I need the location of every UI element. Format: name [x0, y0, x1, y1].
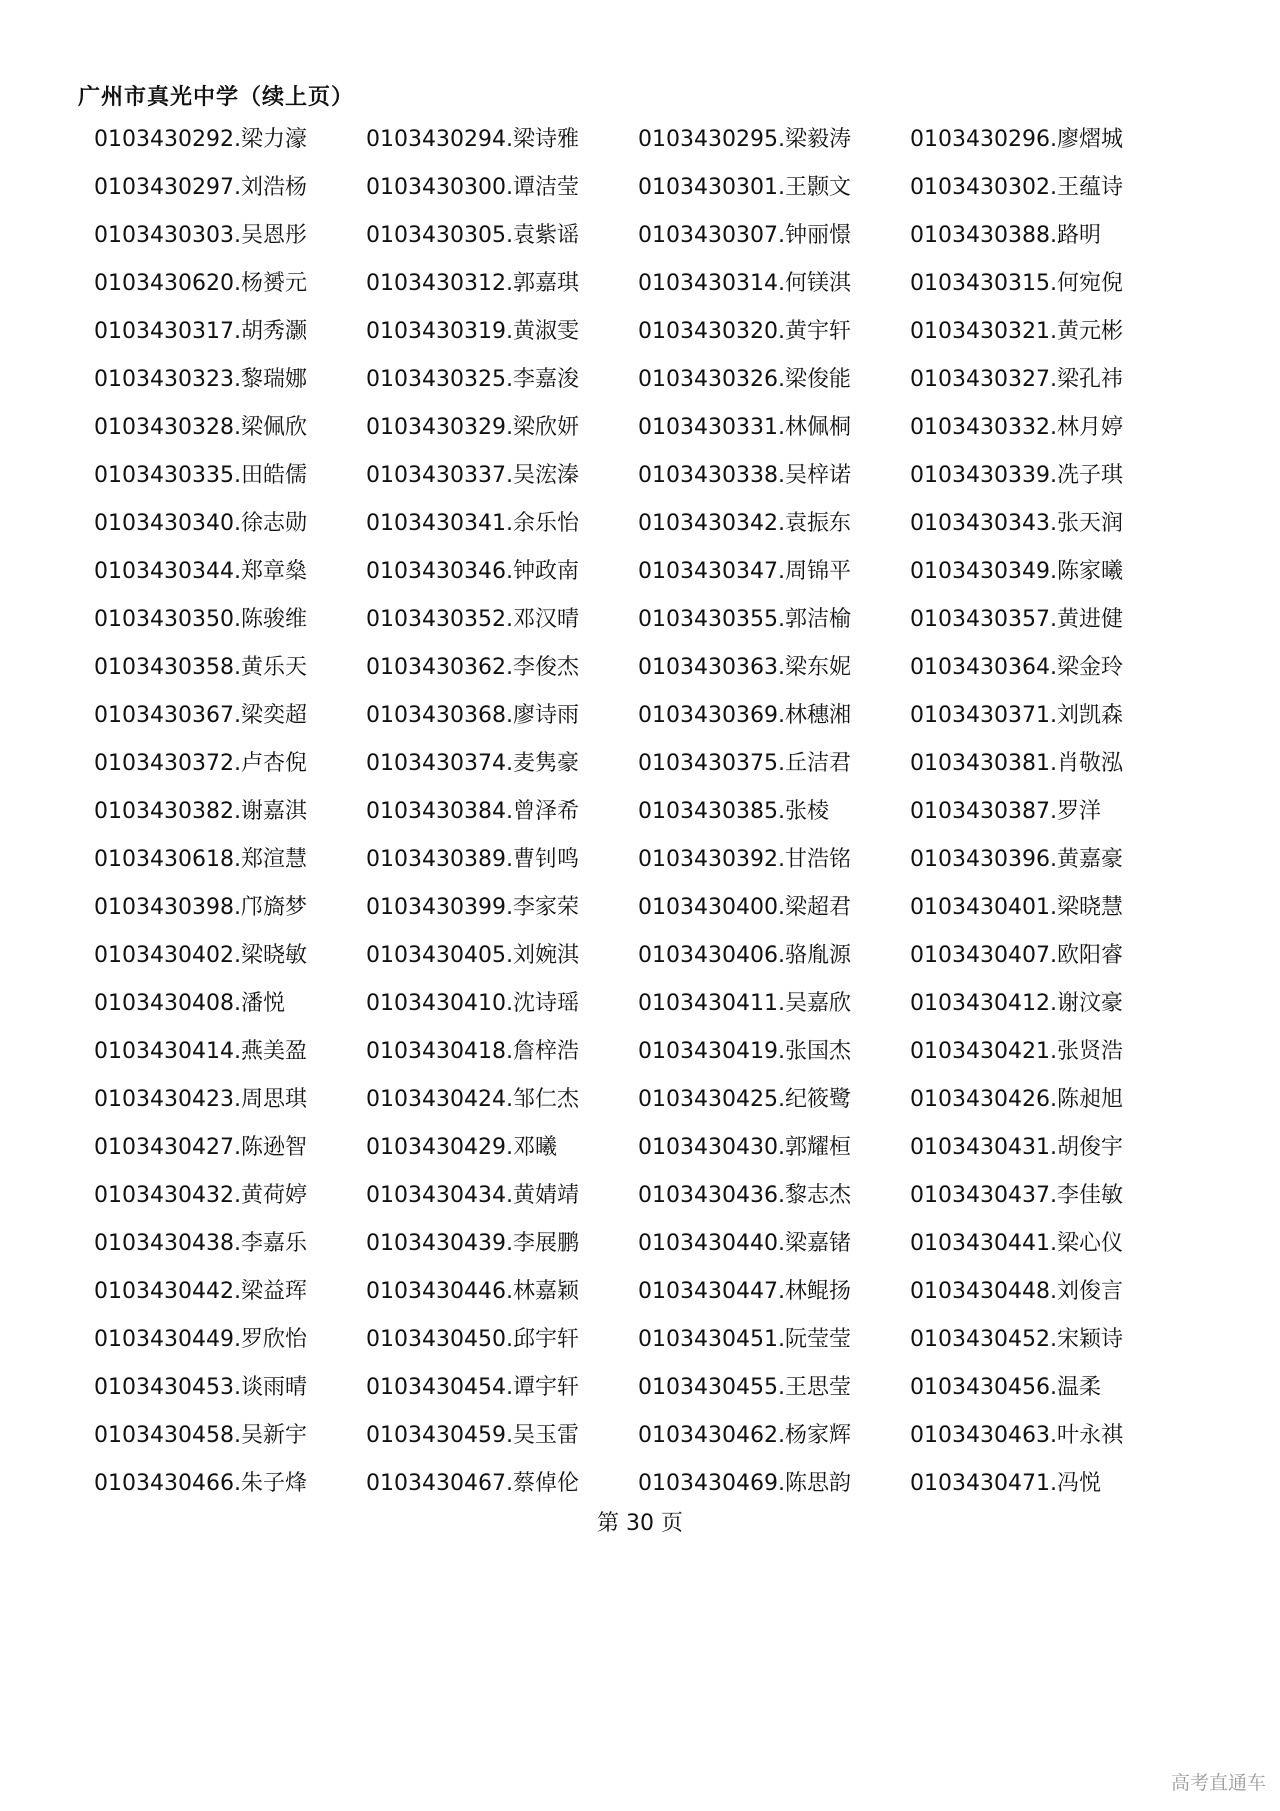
roster-entry: 0103430367.梁奕超: [94, 703, 307, 728]
roster-entry: 0103430319.黄淑雯: [366, 319, 579, 344]
roster-entry: 0103430440.梁嘉锗: [638, 1231, 851, 1256]
roster-entry: 0103430414.燕美盈: [94, 1039, 307, 1064]
roster-entry: 0103430346.钟政南: [366, 559, 579, 584]
roster-entry: 0103430439.李展鹏: [366, 1231, 579, 1256]
roster-entry: 0103430401.梁晓慧: [910, 895, 1123, 920]
roster-entry: 0103430462.杨家辉: [638, 1423, 851, 1448]
roster-entry: 0103430323.黎瑞娜: [94, 367, 307, 392]
roster-entry: 0103430392.甘浩铭: [638, 847, 851, 872]
roster-entry: 0103430423.周思琪: [94, 1087, 307, 1112]
roster-entry: 0103430317.胡秀灏: [94, 319, 307, 344]
roster-entry: 0103430424.邹仁杰: [366, 1087, 579, 1112]
roster-entry: 0103430339.冼子琪: [910, 463, 1123, 488]
roster-entry: 0103430410.沈诗瑶: [366, 991, 579, 1016]
roster-entry: 0103430375.丘洁君: [638, 751, 851, 776]
roster-entry: 0103430408.潘悦: [94, 991, 285, 1016]
page-title: 广州市真光中学（续上页）: [78, 85, 355, 110]
roster-entry: 0103430448.刘俊言: [910, 1279, 1123, 1304]
roster-entry: 0103430437.李佳敏: [910, 1183, 1123, 1208]
roster-entry: 0103430350.陈骏维: [94, 607, 307, 632]
roster-entry: 0103430331.林佩桐: [638, 415, 851, 440]
roster-entry: 0103430362.李俊杰: [366, 655, 579, 680]
roster-entry: 0103430467.蔡倬伦: [366, 1471, 579, 1496]
roster-entry: 0103430302.王蕴诗: [910, 175, 1123, 200]
roster-entry: 0103430399.李家荣: [366, 895, 579, 920]
roster-entry: 0103430396.黄嘉豪: [910, 847, 1123, 872]
roster-entry: 0103430620.杨赟元: [94, 271, 307, 296]
roster-entry: 0103430297.刘浩杨: [94, 175, 307, 200]
roster-entry: 0103430305.袁紫谣: [366, 223, 579, 248]
roster-entry: 0103430421.张贤浩: [910, 1039, 1123, 1064]
roster-entry: 0103430463.叶永祺: [910, 1423, 1123, 1448]
roster-entry: 0103430369.林穗湘: [638, 703, 851, 728]
roster-entry: 0103430340.徐志勋: [94, 511, 307, 536]
roster-entry: 0103430438.李嘉乐: [94, 1231, 307, 1256]
admission-roster: [94, 122, 1194, 1514]
roster-entry: 0103430398.邝旖梦: [94, 895, 307, 920]
roster-entry: 0103430303.吴恩彤: [94, 223, 307, 248]
roster-entry: 0103430456.温柔: [910, 1375, 1101, 1400]
roster-entry: 0103430406.骆胤源: [638, 943, 851, 968]
roster-entry: 0103430425.纪筱鹭: [638, 1087, 851, 1112]
roster-entry: 0103430434.黄婧靖: [366, 1183, 579, 1208]
roster-entry: 0103430342.袁振东: [638, 511, 851, 536]
roster-entry: 0103430459.吴玉雷: [366, 1423, 579, 1448]
roster-entry: 0103430300.谭洁莹: [366, 175, 579, 200]
roster-entry: 0103430405.刘婉淇: [366, 943, 579, 968]
roster-entry: 0103430469.陈思韵: [638, 1471, 851, 1496]
roster-entry: 0103430441.梁心仪: [910, 1231, 1123, 1256]
roster-entry: 0103430295.梁毅涛: [638, 127, 851, 152]
page-number: 第 30 页: [597, 1511, 683, 1536]
roster-entry: 0103430407.欧阳睿: [910, 943, 1123, 968]
roster-entry: 0103430432.黄荷婷: [94, 1183, 307, 1208]
roster-entry: 0103430372.卢杏倪: [94, 751, 307, 776]
roster-entry: 0103430430.郭耀桓: [638, 1135, 851, 1160]
roster-entry: 0103430618.郑渲慧: [94, 847, 307, 872]
roster-entry: 0103430427.陈逊智: [94, 1135, 307, 1160]
roster-entry: 0103430450.邱宇轩: [366, 1327, 579, 1352]
roster-entry: 0103430458.吴新宇: [94, 1423, 307, 1448]
roster-entry: 0103430321.黄元彬: [910, 319, 1123, 344]
roster-entry: 0103430400.梁超君: [638, 895, 851, 920]
roster-entry: 0103430325.李嘉浚: [366, 367, 579, 392]
roster-entry: 0103430344.郑章燊: [94, 559, 307, 584]
roster-entry: 0103430449.罗欣怡: [94, 1327, 307, 1352]
roster-entry: 0103430466.朱子烽: [94, 1471, 307, 1496]
roster-entry: 0103430447.林鲲扬: [638, 1279, 851, 1304]
roster-entry: 0103430371.刘凯森: [910, 703, 1123, 728]
roster-entry: 0103430452.宋颖诗: [910, 1327, 1123, 1352]
roster-entry: 0103430368.廖诗雨: [366, 703, 579, 728]
roster-entry: 0103430341.余乐怡: [366, 511, 579, 536]
roster-entry: 0103430296.廖熠城: [910, 127, 1123, 152]
roster-entry: 0103430446.林嘉颖: [366, 1279, 579, 1304]
roster-entry: 0103430387.罗洋: [910, 799, 1101, 824]
roster-entry: 0103430328.梁佩欣: [94, 415, 307, 440]
roster-entry: 0103430307.钟丽憬: [638, 223, 851, 248]
roster-entry: 0103430382.谢嘉淇: [94, 799, 307, 824]
roster-entry: 0103430332.林月婷: [910, 415, 1123, 440]
roster-entry: 0103430355.郭洁榆: [638, 607, 851, 632]
roster-entry: 0103430315.何宛倪: [910, 271, 1123, 296]
roster-entry: 0103430338.吴梓诺: [638, 463, 851, 488]
roster-entry: 0103430385.张棱: [638, 799, 829, 824]
roster-entry: 0103430314.何镁淇: [638, 271, 851, 296]
roster-entry: 0103430442.梁益珲: [94, 1279, 307, 1304]
roster-entry: 0103430471.冯悦: [910, 1471, 1101, 1496]
roster-entry: 0103430389.曹钊鸣: [366, 847, 579, 872]
roster-entry: 0103430301.王颢文: [638, 175, 851, 200]
roster-entry: 0103430402.梁晓敏: [94, 943, 307, 968]
roster-entry: 0103430343.张天润: [910, 511, 1123, 536]
roster-entry: 0103430347.周锦平: [638, 559, 851, 584]
watermark-text: 高考直通车: [1170, 1772, 1266, 1794]
roster-entry: 0103430436.黎志杰: [638, 1183, 851, 1208]
roster-entry: 0103430418.詹梓浩: [366, 1039, 579, 1064]
roster-entry: 0103430426.陈昶旭: [910, 1087, 1123, 1112]
roster-entry: 0103430384.曾泽希: [366, 799, 579, 824]
roster-entry: 0103430363.梁东妮: [638, 655, 851, 680]
roster-entry: 0103430374.麦隽豪: [366, 751, 579, 776]
roster-entry: 0103430454.谭宇轩: [366, 1375, 579, 1400]
roster-entry: 0103430453.谈雨晴: [94, 1375, 307, 1400]
roster-entry: 0103430455.王思莹: [638, 1375, 851, 1400]
roster-entry: 0103430357.黄进健: [910, 607, 1123, 632]
roster-entry: 0103430431.胡俊宇: [910, 1135, 1123, 1160]
roster-entry: 0103430335.田皓儒: [94, 463, 307, 488]
roster-entry: 0103430337.吴浤溱: [366, 463, 579, 488]
roster-entry: 0103430329.梁欣妍: [366, 415, 579, 440]
roster-entry: 0103430419.张国杰: [638, 1039, 851, 1064]
roster-entry: 0103430411.吴嘉欣: [638, 991, 851, 1016]
roster-entry: 0103430349.陈家曦: [910, 559, 1123, 584]
roster-entry: 0103430320.黄宇轩: [638, 319, 851, 344]
roster-entry: 0103430364.梁金玲: [910, 655, 1123, 680]
roster-entry: 0103430412.谢汶豪: [910, 991, 1123, 1016]
roster-entry: 0103430381.肖敬泓: [910, 751, 1123, 776]
roster-entry: 0103430292.梁力濠: [94, 127, 307, 152]
roster-entry: 0103430429.邓曦: [366, 1135, 557, 1160]
roster-entry: 0103430327.梁孔祎: [910, 367, 1123, 392]
roster-entry: 0103430326.梁俊能: [638, 367, 851, 392]
roster-entry: 0103430451.阮莹莹: [638, 1327, 851, 1352]
roster-entry: 0103430312.郭嘉琪: [366, 271, 579, 296]
roster-entry: 0103430358.黄乐天: [94, 655, 307, 680]
roster-entry: 0103430352.邓汉晴: [366, 607, 579, 632]
roster-entry: 0103430294.梁诗雅: [366, 127, 579, 152]
roster-entry: 0103430388.路明: [910, 223, 1101, 248]
